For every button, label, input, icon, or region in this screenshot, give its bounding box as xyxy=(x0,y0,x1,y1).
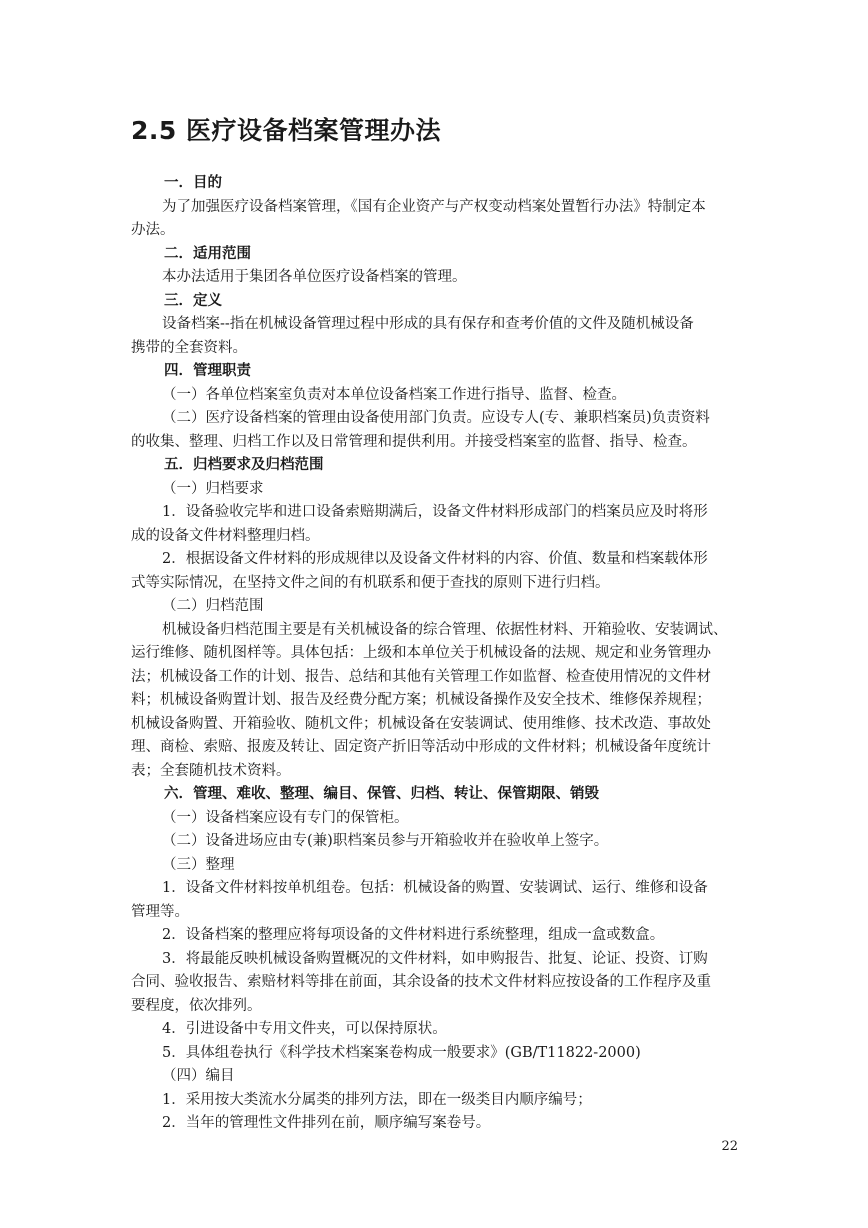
section-heading-responsibilities: 四．管理职责 xyxy=(164,363,251,379)
paragraph-line: 机械设备购置、开箱验收、随机文件；机械设备在安装调试、使用维修、技术改造、事故处 xyxy=(131,715,711,732)
subsection-heading: （一）归档要求 xyxy=(162,480,264,497)
paragraph-line: 为了加强医疗设备档案管理，《国有企业资产与产权变动档案处置暂行办法》特制定本 xyxy=(162,198,706,215)
paragraph-line: 式等实际情况，在坚持文件之间的有机联系和便于查找的原则下进行归档。 xyxy=(131,574,610,591)
paragraph-line: 的收集、整理、归档工作以及日常管理和提供利用。并接受档案室的监督、指导、检查。 xyxy=(131,433,697,450)
document-body xyxy=(131,172,743,1136)
paragraph-line: 办法。 xyxy=(131,222,175,238)
paragraph-line: 管理等。 xyxy=(131,903,189,920)
section-heading-scope: 二．适用范围 xyxy=(164,245,251,262)
paragraph-line: 机械设备归档范围主要是有关机械设备的综合管理、依据性材料、开箱验收、安装调试、 xyxy=(162,621,728,638)
paragraph-line: （一）设备档案应设有专门的保管柜。 xyxy=(162,809,409,826)
section-heading-management: 六．管理、难收、整理、编目、保管、归档、转让、保管期限、销毁 xyxy=(164,786,599,802)
paragraph-line: 1．采用按大类流水分属类的排列方法，即在一级类目内顺序编号； xyxy=(162,1091,592,1108)
section-heading-purpose: 一．目的 xyxy=(164,175,222,191)
paragraph-line: 要程度，依次排列。 xyxy=(131,997,262,1014)
section-heading-definition: 三．定义 xyxy=(164,292,222,309)
paragraph-line: （一）各单位档案室负责对本单位设备档案工作进行指导、监督、检查。 xyxy=(162,386,626,403)
paragraph-line: 本办法适用于集团各单位医疗设备档案的管理。 xyxy=(162,269,467,285)
paragraph-line: （二）医疗设备档案的管理由设备使用部门负责。应设专人(专、兼职档案员)负责资料 xyxy=(162,410,710,426)
paragraph-line: 合同、验收报告、索赔材料等排在前面，其余设备的技术文件材料应按设备的工作程序及重 xyxy=(131,974,711,990)
subsection-heading: （二）归档范围 xyxy=(162,598,264,614)
paragraph-line: 5．具体组卷执行《科学技术档案案卷构成一般要求》(GB/T11822-2000) xyxy=(162,1044,641,1061)
paragraph-line: 1．设备文件材料按单机组卷。包括：机械设备的购置、安装调试、运行、维修和设备 xyxy=(162,880,708,896)
paragraph-line: 4．引进设备中专用文件夹，可以保持原状。 xyxy=(162,1021,447,1037)
paragraph-line: 携带的全套资料。 xyxy=(131,339,247,356)
paragraph-line: （二）设备进场应由专(兼)职档案员参与开箱验收并在验收单上签字。 xyxy=(162,833,609,849)
paragraph-line: 成的设备文件材料整理归档。 xyxy=(131,527,320,544)
subsection-heading: （四）编目 xyxy=(162,1068,235,1084)
section-heading-archiving: 五．归档要求及归档范围 xyxy=(164,457,324,473)
paragraph-line: 表；全套随机技术资料。 xyxy=(131,762,291,779)
paragraph-line: 2．设备档案的整理应将每项设备的文件材料进行系统整理，组成一盒或数盒。 xyxy=(162,927,665,943)
paragraph-line: 1．设备验收完毕和进口设备索赔期满后，设备文件材料形成部门的档案员应及时将形 xyxy=(162,504,708,520)
paragraph-line: 3．将最能反映机械设备购置概况的文件材料，如申购报告、批复、论证、投资、订购 xyxy=(162,950,708,967)
paragraph-line: 料；机械设备购置计划、报告及经费分配方案；机械设备操作及安全技术、维修保养规程； xyxy=(131,692,711,708)
paragraph-line: 理、商检、索赔、报废及转让、固定资产折旧等活动中形成的文件材料；机械设备年度统计 xyxy=(131,739,711,755)
paragraph-line: 设备档案--指在机械设备管理过程中形成的具有保存和查考价值的文件及随机械设备 xyxy=(162,316,694,332)
page-title: 2.5 医疗设备档案管理办法 xyxy=(131,116,441,145)
paragraph-line: 运行维修、随机图样等。具体包括：上级和本单位关于机械设备的法规、规定和业务管理办 xyxy=(131,645,711,661)
paragraph-line: 法；机械设备工作的计划、报告、总结和其他有关管理工作如监督、检查使用情况的文件材 xyxy=(131,668,711,685)
page-number: 22 xyxy=(721,1139,738,1154)
paragraph-line: 2．当年的管理性文件排列在前，顺序编写案卷号。 xyxy=(162,1115,491,1131)
subsection-heading: （三）整理 xyxy=(162,856,235,873)
paragraph-line: 2．根据设备文件材料的形成规律以及设备文件材料的内容、价值、数量和档案载体形 xyxy=(162,551,708,567)
